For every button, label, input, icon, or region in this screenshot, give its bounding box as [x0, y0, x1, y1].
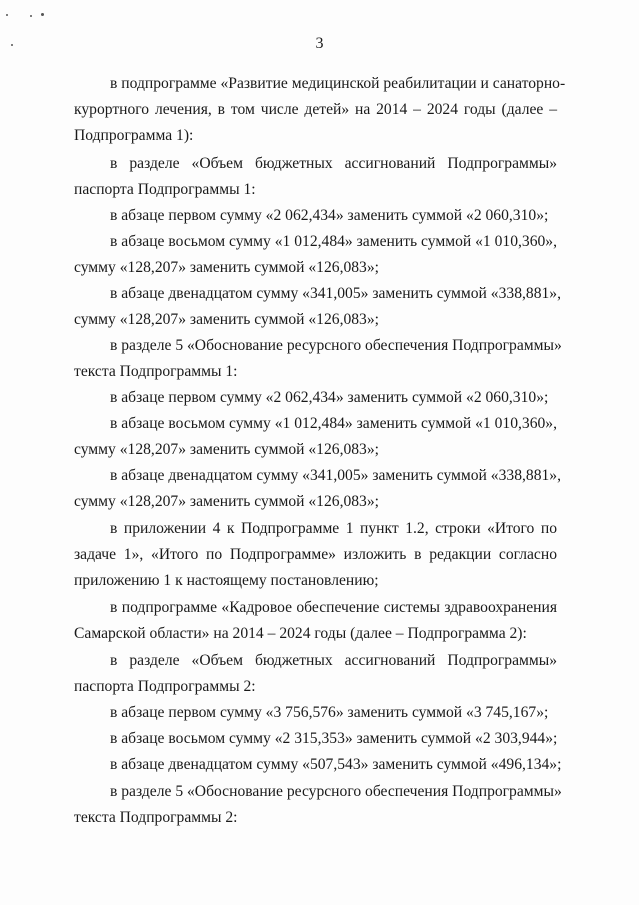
text-line: в абзаце двенадцатом сумму «341,005» заменить суммой «338,881»,: [110, 467, 561, 484]
scan-speck: [6, 14, 8, 16]
text-line: в абзаце восьмом сумму «1 012,484» заменить суммой «1 010,360»,: [110, 233, 557, 250]
text-line: в подпрограмме «Развитие медицинской реабилитации и санаторно-: [110, 75, 566, 92]
text-line: Самарской области» на 2014 – 2024 годы (далее – Подпрограмма 2):: [74, 625, 527, 642]
text-line: в разделе «Объем бюджетных ассигнований Подпрограммы»: [110, 652, 557, 669]
text-line: в абзаце двенадцатом сумму «507,543» заменить суммой «496,134»;: [110, 756, 562, 773]
text-line: сумму «128,207» заменить суммой «126,083»;: [74, 259, 379, 276]
text-line: задаче 1», «Итого по Подпрограмме» изложить в редакции согласно: [74, 546, 557, 563]
text-line: в абзаце восьмом сумму «2 315,353» заменить суммой «2 303,944»;: [110, 730, 558, 747]
text-line: в приложении 4 к Подпрограмме 1 пункт 1.2, строки «Итого по: [110, 520, 557, 537]
text-line: в подпрограмме «Кадровое обеспечение системы здравоохранения: [110, 599, 557, 616]
text-line: Подпрограмма 1):: [74, 127, 194, 144]
text-line: в абзаце первом сумму «2 062,434» заменить суммой «2 060,310»;: [110, 207, 549, 224]
text-line: сумму «128,207» заменить суммой «126,083»;: [74, 493, 379, 510]
text-line: в абзаце первом сумму «2 062,434» заменить суммой «2 060,310»;: [110, 389, 549, 406]
text-line: паспорта Подпрограммы 1:: [74, 181, 256, 198]
text-line: текста Подпрограммы 1:: [74, 363, 238, 380]
scan-speck: [30, 15, 32, 17]
text-line: в разделе «Объем бюджетных ассигнований Подпрограммы»: [110, 155, 557, 172]
text-line: в абзаце первом сумму «3 756,576» заменить суммой «3 745,167»;: [110, 704, 549, 721]
scan-speck: [41, 13, 44, 16]
text-line: паспорта Подпрограммы 2:: [74, 678, 256, 695]
page-number: 3: [315, 35, 324, 52]
text-line: в абзаце двенадцатом сумму «341,005» заменить суммой «338,881»,: [110, 285, 561, 302]
text-line: в разделе 5 «Обоснование ресурсного обеспечения Подпрограммы»: [110, 337, 562, 354]
text-line: в разделе 5 «Обоснование ресурсного обеспечения Подпрограммы»: [110, 783, 562, 800]
text-line: курортного лечения, в том числе детей» на 2014 – 2024 годы (далее –: [74, 101, 557, 118]
text-line: сумму «128,207» заменить суммой «126,083»;: [74, 311, 379, 328]
text-line: текста Подпрограммы 2:: [74, 809, 238, 826]
text-line: приложению 1 к настоящему постановлению;: [74, 572, 379, 589]
text-line: в абзаце восьмом сумму «1 012,484» заменить суммой «1 010,360»,: [110, 415, 557, 432]
text-line: сумму «128,207» заменить суммой «126,083»;: [74, 441, 379, 458]
